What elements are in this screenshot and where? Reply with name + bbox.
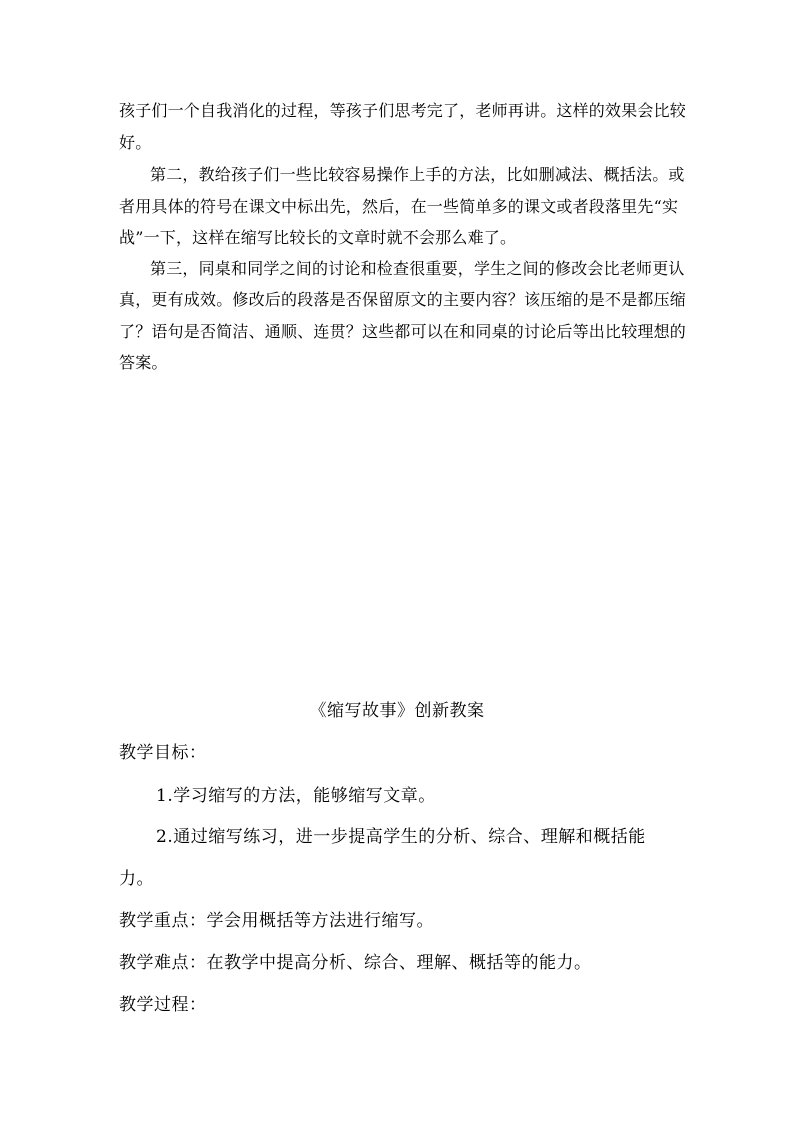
paragraph-line: 好。 — [119, 133, 152, 152]
goal-item-continued: 力。 — [119, 869, 154, 889]
teaching-focus: 教学重点：学会用概括等方法进行缩写。 — [119, 911, 434, 931]
goal-item: 2.通过缩写练习，进一步提高学生的分析、综合、理解和概括能 — [156, 827, 646, 847]
teaching-difficulty: 教学难点：在教学中提高分析、综合、理解、概括等的能力。 — [119, 953, 592, 973]
teaching-process-heading: 教学过程： — [119, 995, 207, 1015]
paragraph-line: 了？语句是否简洁、通顺、连贯？这些都可以在和同桌的讨论后等出比较理想的 — [119, 322, 687, 341]
paragraph-line: 战”一下，这样在缩写比较长的文章时就不会那么难了。 — [119, 228, 517, 247]
teaching-goals-heading: 教学目标： — [119, 743, 207, 763]
paragraph-line: 者用具体的符号在课文中标出先，然后，在一些简单多的课文或者段落里先“实 — [119, 197, 679, 216]
paragraph-line: 孩子们一个自我消化的过程，等孩子们思考完了，老师再讲。这样的效果会比较 — [119, 101, 687, 120]
lesson-title: 《缩写故事》创新教案 — [309, 701, 485, 721]
goal-item: 1.学习缩写的方法，能够缩写文章。 — [156, 786, 436, 806]
paragraph-line: 第二，教给孩子们一些比较容易操作上手的方法，比如删减法、概括法。或 — [150, 165, 685, 184]
paragraph-line: 真，更有成效。修改后的段落是否保留原文的主要内容？该压缩的是不是都压缩 — [119, 290, 687, 309]
paragraph-line: 答案。 — [119, 353, 168, 372]
paragraph-line: 第三，同桌和同学之间的讨论和检查很重要，学生之间的修改会比老师更认 — [150, 259, 685, 278]
